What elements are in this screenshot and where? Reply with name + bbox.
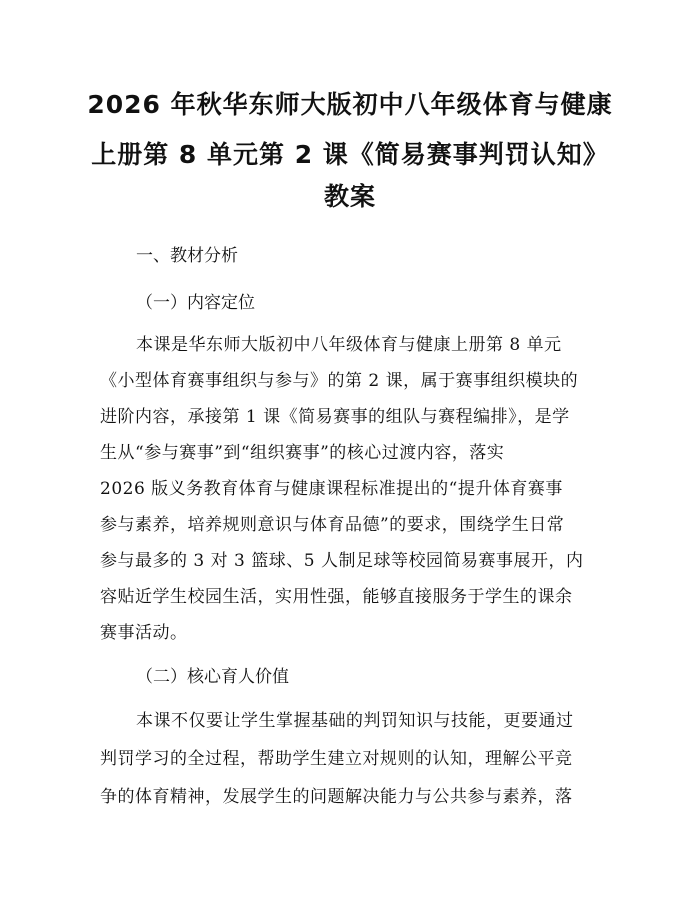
paragraph-line: 参与最多的 3 对 3 篮球、5 人制足球等校园简易赛事展开，内 <box>100 551 584 571</box>
paragraph-line: 生从“参与赛事”到“组织赛事”的核心过渡内容，落实 <box>100 443 505 463</box>
paragraph-line: 2026 版义务教育体育与健康课程标准提出的“提升体育赛事 <box>100 479 563 499</box>
paragraph-line: 容贴近学生校园生活，实用性强，能够直接服务于学生的课余 <box>100 587 573 607</box>
paragraph-line: 本课不仅要让学生掌握基础的判罚知识与技能，更要通过 <box>136 711 574 731</box>
paragraph-line: 本课是华东师大版初中八年级体育与健康上册第 8 单元 <box>136 335 562 355</box>
subsection-heading-content-positioning: （一）内容定位 <box>136 293 255 313</box>
title-line-2: 上册第 8 单元第 2 课《简易赛事判罚认知》 <box>91 140 609 169</box>
section-heading-materials-analysis: 一、教材分析 <box>136 246 238 266</box>
title-line-1: 2026 年秋华东师大版初中八年级体育与健康 <box>87 90 613 119</box>
paragraph-line: 《小型体育赛事组织与参与》的第 2 课，属于赛事组织模块的 <box>100 371 579 391</box>
paragraph-line: 判罚学习的全过程，帮助学生建立对规则的认知，理解公平竞 <box>100 749 573 769</box>
subsection-heading-core-value: （二）核心育人价值 <box>136 667 289 687</box>
paragraph-line: 争的体育精神，发展学生的问题解决能力与公共参与素养，落 <box>100 787 573 807</box>
paragraph-line: 赛事活动。 <box>100 623 188 643</box>
paragraph-line: 进阶内容，承接第 1 课《简易赛事的组队与赛程编排》，是学 <box>100 407 570 427</box>
paragraph-line: 参与素养，培养规则意识与体育品德”的要求，围绕学生日常 <box>100 515 565 535</box>
title-line-3: 教案 <box>323 182 376 211</box>
